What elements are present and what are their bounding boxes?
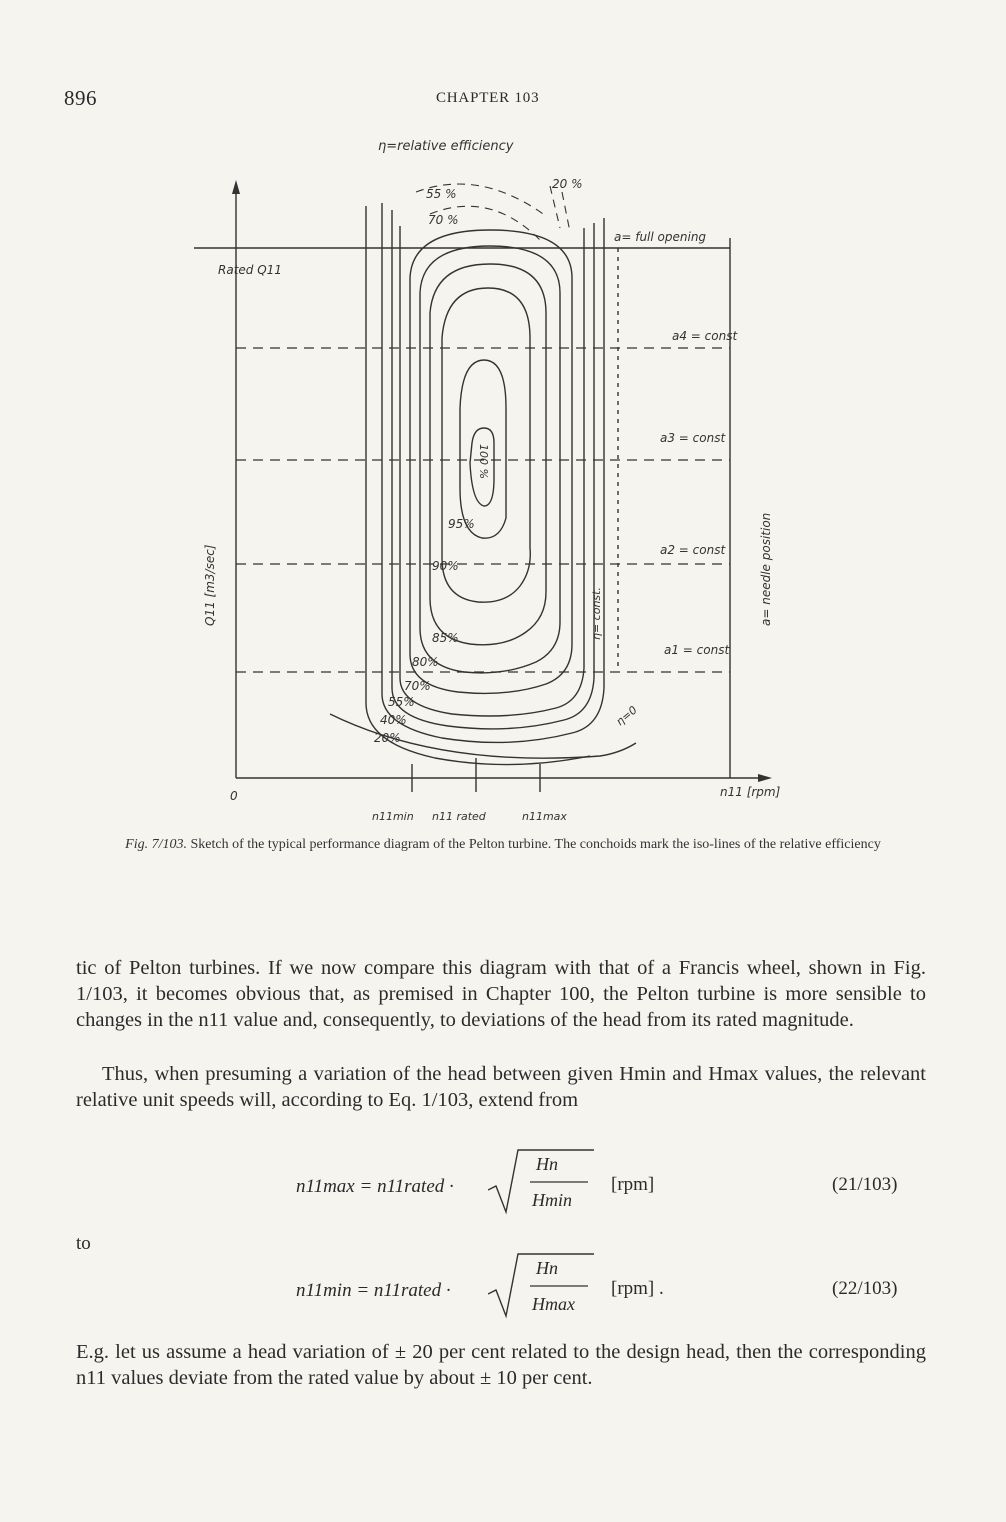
paragraph-1: tic of Pelton turbines. If we now compare this diagram with that of a Francis wheel, shown in Fig. 1/103, it becomes obvious that, as premised in Chapter 100, the Pelton turbine is more sensible to changes in the n11 value and, consequently, to deviations of the head from its rated magnitude. (76, 957, 926, 1031)
iso-line-80 (410, 230, 572, 693)
top-label: η=relative efficiency (378, 139, 514, 154)
eff-label-90: 90% (432, 559, 459, 573)
paragraph-3: E.g. let us assume a head variation of ± 20 per cent related to the design head, then the corresponding n11 values deviate from the rated value by about ± 10 per cent. (76, 1341, 926, 1389)
eff-label-70-top: 70 % (428, 213, 459, 227)
equation-21 (0, 1148, 1006, 1218)
x-axis-arrow (758, 774, 772, 782)
eff-label-100: 100 % (477, 444, 490, 479)
equation-unit: [rpm] . (611, 1278, 664, 1299)
right-axis-label: a= needle position (759, 512, 773, 626)
origin-label: 0 (230, 789, 238, 803)
equation-denominator: Hmin (532, 1190, 572, 1210)
paragraph-2: Thus, when presuming a variation of the head between given Hmin and Hmax values, the relevant relative unit speeds will, according to Eq. 1/103, extend from (76, 1063, 926, 1111)
eff-label-55: 55% (388, 695, 415, 709)
eff-label-20: 20% (374, 731, 401, 745)
page-number: 896 (64, 86, 97, 110)
equation-unit: [rpm] (611, 1174, 655, 1195)
eff-label-20-top: 20 % (552, 177, 583, 191)
opening-label-full: a= full opening (614, 230, 707, 244)
eff-label-70: 70% (404, 679, 431, 693)
caption-fig-ref: Fig. 7/103. (125, 837, 188, 852)
equation-number: (21/103) (832, 1174, 898, 1195)
eff-label-55-top: 55 % (426, 187, 457, 201)
opening-label-a3: a3 = const (660, 431, 726, 445)
equation-number: (22/103) (832, 1278, 898, 1299)
opening-label-a2: a2 = const (660, 543, 726, 557)
eff-label-80: 80% (412, 655, 439, 669)
x-axis-label: n11 [rpm] (720, 785, 781, 799)
opening-label-a4: a4 = const (672, 329, 738, 343)
eff-label-95: 95% (448, 517, 475, 531)
opening-label-a1: a1 = const (664, 643, 730, 657)
caption-text: Sketch of the typical performance diagram of the Pelton turbine. The conchoids mark the iso-lines of the relative efficiency (190, 837, 881, 852)
x-tick-n11rated: n11 rated (432, 810, 486, 823)
rated-q-label: Rated Q11 (218, 263, 282, 277)
top-band-20a (550, 186, 560, 228)
pelton-performance-diagram (180, 128, 820, 828)
equation-lhs: n11max = n11rated · (296, 1176, 454, 1197)
equation-numerator: Hn (536, 1154, 558, 1174)
equation-lhs: n11min = n11rated · (296, 1280, 451, 1301)
equation-numerator: Hn (536, 1258, 558, 1278)
x-tick-n11max: n11max (522, 810, 567, 823)
running-head: CHAPTER 103 (436, 90, 540, 106)
equation-denominator: Hmax (532, 1294, 575, 1314)
eff-label-85: 85% (432, 631, 459, 645)
y-axis-label: Q11 [m3/sec] (203, 544, 217, 626)
x-tick-n11min: n11min (372, 810, 414, 823)
eta-const-label: η= const. (590, 587, 603, 640)
equation-22 (0, 1252, 1006, 1322)
to-word: to (76, 1233, 91, 1254)
y-axis-arrow (232, 180, 240, 194)
figure-caption (80, 836, 926, 854)
top-band-20b (562, 192, 570, 232)
eff-label-40: 40% (380, 713, 407, 727)
eta-zero-label: η=0 (613, 703, 640, 729)
